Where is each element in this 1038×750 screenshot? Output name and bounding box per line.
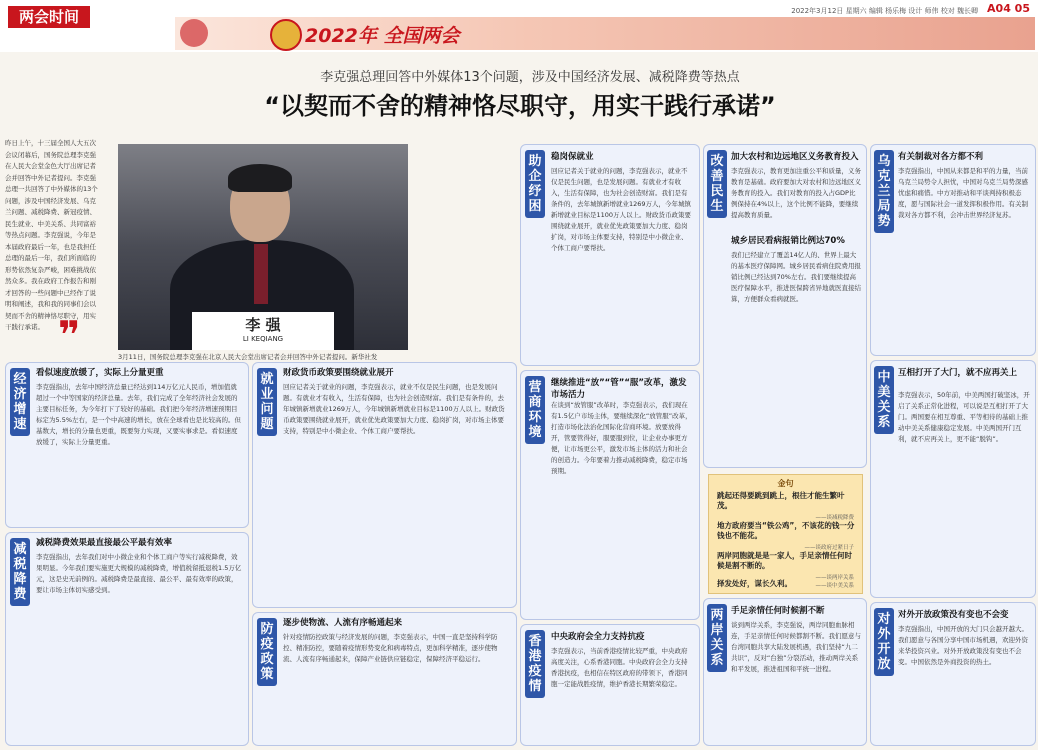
plate-name: 李 强 (245, 316, 281, 334)
body-opening: 李克强指出，中国开放的大门只会越开越大。我们愿意与各国分享中国市场机遇，欢迎外资来华投资兴业。对外开放政策没有变也不会变。中国依然是外商投资的热土。 (898, 625, 1028, 666)
tag-crossstrait: 两岸关系 (707, 604, 727, 672)
section-name: 两会时间 (8, 6, 90, 28)
heading-hongkong: 中央政府会全力支持抗疫 (551, 632, 645, 642)
heading-tax: 减税降费效果最直接最公平最有效率 (36, 538, 173, 548)
portrait-photo (118, 144, 408, 350)
heading-employment: 财政货币政策要围绕就业展开 (283, 368, 394, 378)
heading-opening: 对外开放政策没有变也不会变 (898, 610, 1009, 620)
body-crossstrait: 谈到两岸关系，李克强说，两岸同胞血脉相连，手足亲情任何时候都割不断。我们愿意与台湾同胞共享大陆发展机遇，我们坚持“九二共识”，反对“台独”分裂活动，推动两岸关系和平发展，推进祖国和平统一进程。 (731, 621, 861, 673)
tag-employment: 就业问题 (257, 368, 277, 436)
quote-line-3: 两岸同胞就是是一家人，手足亲情任何时候是割不断的。 (717, 551, 852, 570)
photo-hair (228, 164, 292, 192)
quote-source-4: ——谈中美关系 (815, 583, 854, 589)
subhead: 李克强总理回答中外媒体13个问题，涉及中国经济发展、减税降费等热点 (320, 70, 740, 85)
quote-line-2: 地方政府要当“铁公鸡”，不该花的钱一分钱也不能花。 (717, 521, 855, 540)
body-ukraine: 李克强指出，中国从来都是和平的力量，当前乌克兰局势令人担忧，中国对乌克兰局势深感忧虑和痛惜。中方对推动和平谈判持积极态度，愿与国际社会一道发挥积极作用。有关制裁对各方都不利，会冲击世界经济复苏。 (898, 167, 1028, 219)
headline: “以契而不舍的精神恪尽职守，用实干践行承诺” (264, 92, 776, 120)
heading-sinous: 互相打开了大门，就不应再关上 (898, 368, 1018, 378)
tag-ukraine: 乌克兰局势 (874, 150, 894, 233)
quote-source-3: ——谈两岸关系 (815, 575, 854, 581)
heading-business: 稳岗保就业 (551, 152, 594, 162)
name-plate (192, 312, 334, 350)
quote-box-heading: 金句 (777, 479, 794, 488)
photo-tie (254, 244, 268, 304)
tag-sinous: 中美关系 (874, 366, 894, 434)
heading-ukraine: 有关制裁对各方都不利 (898, 152, 984, 162)
banner-title: 2022年 全国两会 (305, 25, 460, 47)
heading-medical: 城乡居民看病报销比例达70% (731, 236, 845, 246)
quote-line-1: 跳起还得要跳到跳上，根往才能生繁叶茂。 (717, 491, 845, 510)
body-hongkong: 李克强表示，当前香港疫情比较严重，中央政府高度关注，心系香港同胞。中央政府会全力支持香港抗疫，也相信在特区政府的带领下，香港同胞一定能战胜疫情，维护香港长期繁荣稳定。 (551, 647, 688, 688)
body-business: 回应记者关于就业的问题，李克强表示，就业不仅是民生问题，也是发展问题。有就业才有收入，生活有保障，也为社会创造财富。我们是有条件的，去年城镇新增就业1269万人，今年城镇新增就业目标是1100万人以上。财政货币政策要围绕就业展开，就业优先政策要加大力度、稳岗扩岗，对市场主体要支持，特别是中小微企业、个体工商户要帮扶。 (551, 167, 692, 252)
heading-economy: 看似速度放缓了，实际上分量更重 (36, 368, 164, 378)
quote-source-1: ——谈减税降费 (815, 515, 854, 521)
body-medical: 我们已经建立了覆盖14亿人的、世界上最大的基本医疗保障网。城乡居民看病住院费用报销比例已经达到70%左右。我们要继续提高医疗保障水平，推进医保跨省异地就医直接结算，方便群众看病就医。 (731, 251, 861, 303)
tag-epidemic: 防疫政策 (257, 618, 277, 686)
page-number: A04 05 (987, 2, 1030, 15)
body-employment: 回应记者关于就业的问题，李克强表示，就业不仅是民生问题，也是发展问题。有就业才有收入，生活有保障，也为社会创造财富。我们是有条件的，去年城镇新增就业1269万人，今年城镇新增就业目标是1100万人以上。财政货币政策要围绕就业展开，就业优先政策要加大力度、稳岗扩岗，对市场主体要支持，特别是中小微企业、个体工商户要帮扶。 (283, 383, 505, 435)
tag-market: 营商环境 (525, 376, 545, 444)
heading-epidemic: 逐步使物流、人流有序畅通起来 (283, 618, 403, 628)
tag-business: 助企纾困 (525, 150, 545, 218)
body-sinous: 李克强表示，50年前，中美两国打破坚冰，开启了关系正常化进程，可以说是互相打开了大门。两国要在相互尊重、平等相待的基础上推动中美关系健康稳定发展。中美两国开门互利，就不应再关上，更不能“脱钩”。 (898, 391, 1030, 443)
body-market: 在谈到“放管服”改革时，李克强表示，我们现在有1.5亿户市场主体，要继续深化“放管服”改革，打造市场化法治化国际化营商环境。放要放得开，管要管得好，服要服到位，让企业办事更方便，让市场更公平，激发市场主体的活力和社会的创造力。今年要着力推动减税降费，稳定市场预期。 (551, 401, 692, 475)
quote-line-4: 择发处好，谋长久利。 (717, 579, 792, 588)
flag-icon (180, 19, 208, 47)
body-economy: 李克强指出，去年中国经济总量已经达到114万亿元人民币，增加值就超过一个中等国家的经济总量。去年，我们完成了全年经济社会发展的主要目标任务，为今年打下了较好的基础。我们把今年经济增速预期目标定为5.5%左右，是一个中高速的增长，放在全球看也是比较高的。但基数大，增长的分量也更重，既要努力实现，又要实事求是。看似速度放缓了，实际上分量更重。 (36, 383, 242, 446)
tag-tax: 减税降费 (10, 538, 30, 606)
body-tax: 李克强指出，去年我们对中小微企业和个体工商户等实行减税降费，效果明显。今年我们要实施更大规模的减税降费，增值税留抵退税1.5万亿元，这是史无前例的。减税降费是最直接、最公平、最有效率的政策，要让市场主体切实感受到。 (36, 553, 242, 594)
heading-livelihood: 加大农村和边远地区义务教育投入 (731, 152, 859, 162)
tag-opening: 对外开放 (874, 608, 894, 676)
emblem-icon (270, 19, 302, 51)
tag-livelihood: 改善民生 (707, 150, 727, 218)
photo-caption: 3月11日，国务院总理李克强在北京人民大会堂出席记者会并回答中外记者提问。新华社发 (118, 353, 378, 361)
quote-source-2: ——谈政府过紧日子 (804, 545, 854, 551)
body-epidemic: 针对疫情防控政策与经济发展的问题，李克强表示，中国一直是坚持科学防控、精准防控，要随着疫情形势变化和病毒特点，更加科学精准，逐步使物流、人流有序畅通起来，保障产业链供应链稳定，保障经济平稳运行。 (283, 633, 498, 663)
plate-pinyin: LI KEQIANG (242, 335, 284, 343)
meta-line: 2022年3月12日 星期六 编辑 杨乐梅 设计 师伟 校对 魏长卿 (791, 7, 978, 15)
body-livelihood: 李克强表示，教育更加注重公平和质量，义务教育是基础。政府要加大对农村和边远地区义务教育的投入。我们对教育的投入占GDP比例保持在4%以上，这个比例不能降，要继续提高教育质量。 (731, 167, 861, 219)
quote-mark-icon: ❞ (58, 313, 81, 357)
heading-market: 继续推进“放”“管”“服”改革，激发市场活力 (551, 378, 687, 400)
heading-crossstrait: 手足亲情任何时候割不断 (731, 606, 825, 616)
tag-economy: 经济增速 (10, 368, 30, 436)
quote-box (708, 474, 863, 594)
tag-hongkong: 香港疫情 (525, 630, 545, 698)
lede: 昨日上午，十三届全国人大五次会议闭幕后，国务院总理李克强在人民大会堂金色大厅出席记者会并回答中外记者提问。李克强总理一共回答了中外媒体的13个问题，涉及中国经济发展、乌克兰问题、减税降费、新冠疫情、民生就业、中美关系、共同富裕等热点问题。李克强说，今年是本届政府最后一年，也是我担任总理的最后一年，我们所面临的形势依然复杂严峻，困难挑战依然众多。我在政府工作报告和刚才回答的一些问题中已经作了说明和阐述，我和我的同事们会以契而不舍的精神恪尽职守，用实干践行承诺。 (5, 139, 98, 331)
banner (175, 17, 1035, 50)
